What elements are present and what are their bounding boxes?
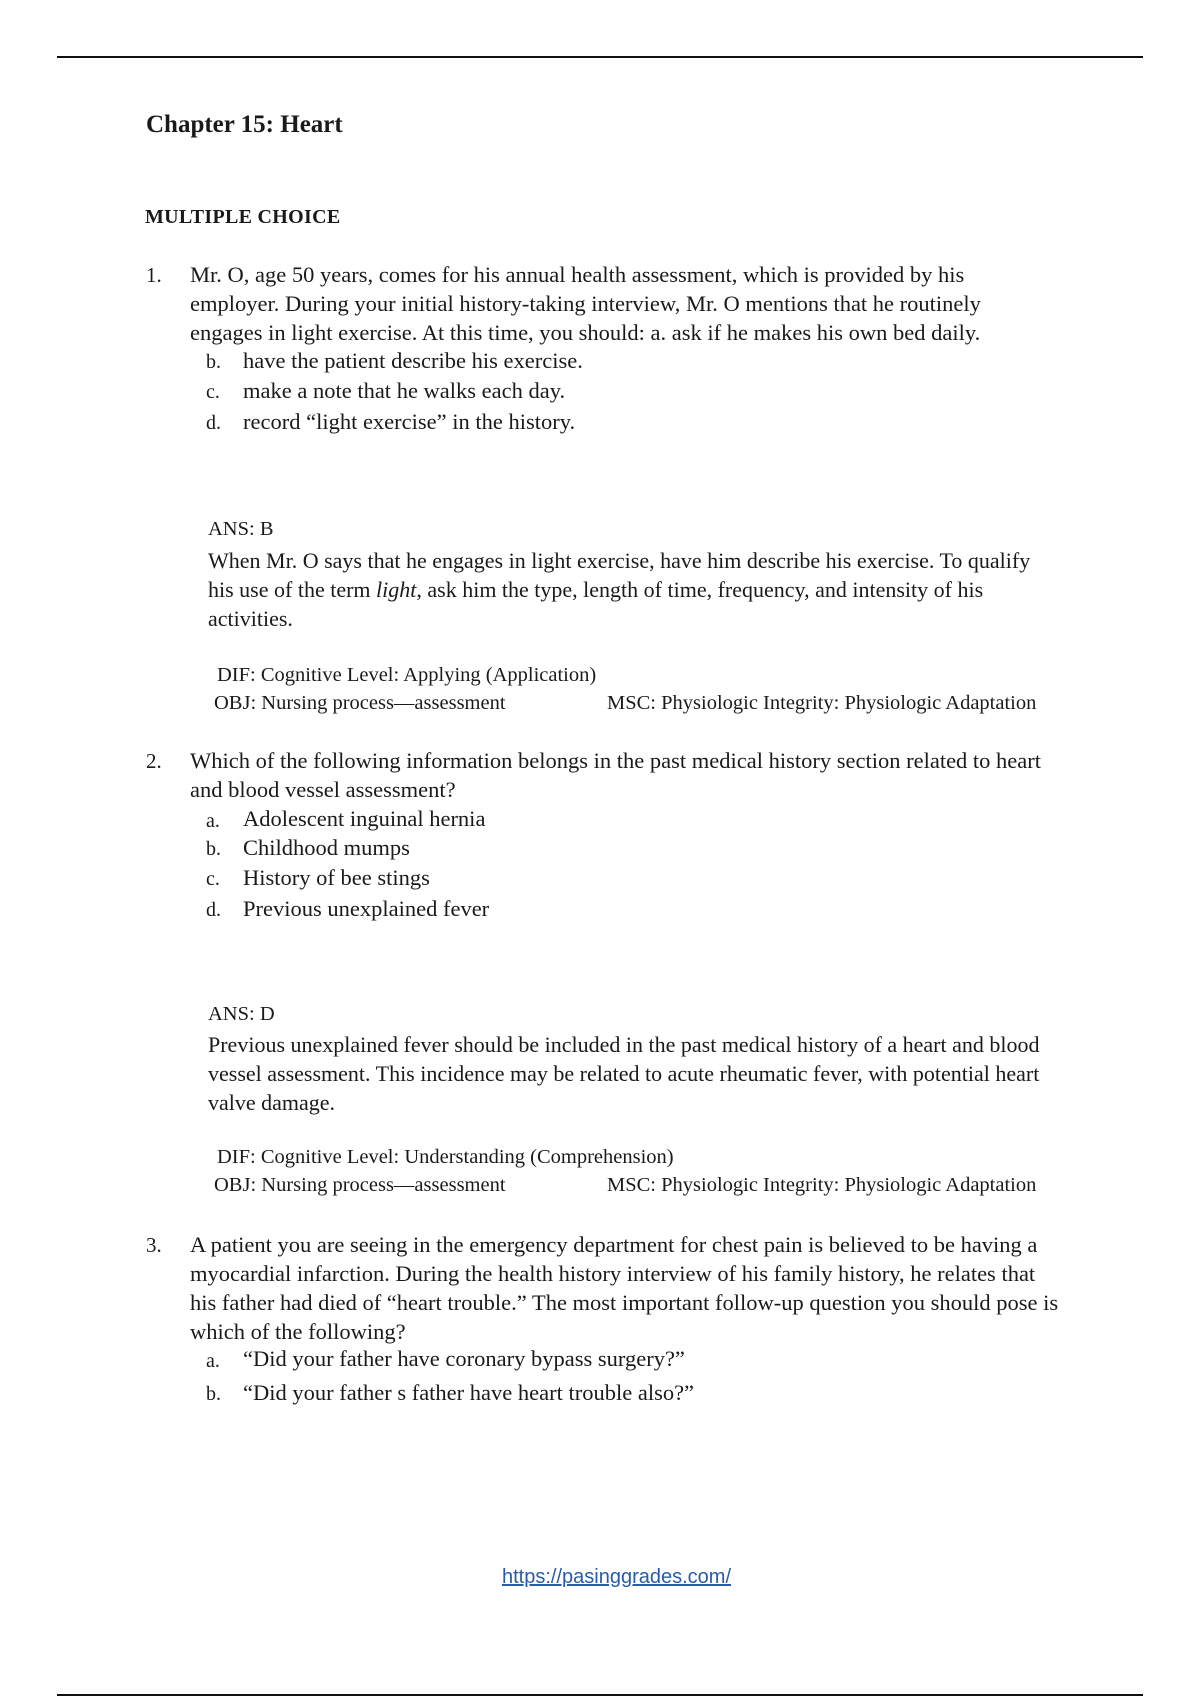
objective-meta: OBJ: Nursing process—assessment — [214, 692, 506, 714]
question-stem — [190, 260, 1180, 347]
question-number: 3. — [146, 1233, 162, 1257]
rationale-line: When Mr. O says that he engages in light exercise, have him describe his exercise. To qualify — [208, 548, 1031, 573]
stem-line: engages in light exercise. At this time, you should: a. ask if he makes his own bed daily. — [190, 320, 981, 345]
rationale — [208, 1030, 1153, 1117]
chapter-title: Chapter 15: Heart — [146, 111, 343, 138]
msc-meta: MSC: Physiologic Integrity: Physiologic Adaptation — [607, 692, 1037, 714]
msc-meta: MSC: Physiologic Integrity: Physiologic Adaptation — [607, 1174, 1037, 1196]
difficulty-meta: DIF: Cognitive Level: Applying (Application) — [217, 664, 597, 686]
top-rule — [57, 56, 1143, 58]
option-letter: b. — [206, 1383, 221, 1405]
rationale-text: his use of the term — [208, 577, 377, 602]
option-text: have the patient describe his exercise. — [243, 348, 583, 373]
stem-line: A patient you are seeing in the emergency department for chest pain is believed to be having a — [190, 1232, 1038, 1257]
option-letter: b. — [206, 351, 221, 373]
option-text: History of bee stings — [243, 865, 430, 890]
option-letter: d. — [206, 899, 221, 921]
question-number: 2. — [146, 749, 162, 773]
option-text: Adolescent inguinal hernia — [243, 806, 486, 831]
option-letter: d. — [206, 412, 221, 434]
option-letter: a. — [206, 1350, 220, 1372]
rationale-line — [208, 575, 1143, 604]
answer-key: ANS: B — [208, 518, 274, 540]
rationale — [208, 546, 1143, 633]
emphasized-term: light — [376, 577, 417, 602]
stem-line: employer. During your initial history-taking interview, Mr. O mentions that he routinely — [190, 291, 981, 316]
stem-line: and blood vessel assessment? — [190, 777, 456, 802]
option-letter: b. — [206, 838, 221, 860]
objective-meta: OBJ: Nursing process—assessment — [214, 1174, 506, 1196]
difficulty-meta: DIF: Cognitive Level: Understanding (Comprehension) — [217, 1146, 674, 1168]
option-text: make a note that he walks each day. — [243, 378, 566, 403]
stem-line: which of the following? — [190, 1319, 406, 1344]
stem-line: his father had died of “heart trouble.” The most important follow-up question you should pose is — [190, 1290, 1059, 1315]
rationale-line: Previous unexplained fever should be included in the past medical history of a heart and blood — [208, 1032, 1040, 1057]
rationale-line: valve damage. — [208, 1090, 336, 1115]
question-stem — [190, 746, 1180, 804]
option-letter: c. — [206, 868, 220, 890]
option-text: Childhood mumps — [243, 835, 410, 860]
option-text: record “light exercise” in the history. — [243, 409, 576, 434]
stem-line: Which of the following information belongs in the past medical history section related to heart — [190, 748, 1042, 773]
stem-line: myocardial infarction. During the health history interview of his family history, he relates that — [190, 1261, 1036, 1286]
section-heading: MULTIPLE CHOICE — [145, 206, 341, 228]
bottom-rule — [57, 1694, 1143, 1696]
rationale-line: activities. — [208, 606, 293, 631]
answer-key: ANS: D — [208, 1003, 275, 1025]
option-letter: c. — [206, 381, 220, 403]
option-letter: a. — [206, 810, 220, 832]
option-text: “Did your father have coronary bypass surgery?” — [243, 1346, 685, 1371]
footer-website-link[interactable]: https://pasinggrades.com/ — [501, 1566, 731, 1588]
question-stem — [190, 1230, 1190, 1346]
stem-line: Mr. O, age 50 years, comes for his annual health assessment, which is provided by his — [190, 262, 965, 287]
option-text: Previous unexplained fever — [243, 896, 490, 921]
rationale-text: , ask him the type, length of time, frequency, and intensity of his — [416, 577, 984, 602]
rationale-line: vessel assessment. This incidence may be related to acute rheumatic fever, with potential heart — [208, 1061, 1040, 1086]
question-number: 1. — [146, 263, 162, 287]
option-text: “Did your father s father have heart trouble also?” — [243, 1380, 695, 1405]
